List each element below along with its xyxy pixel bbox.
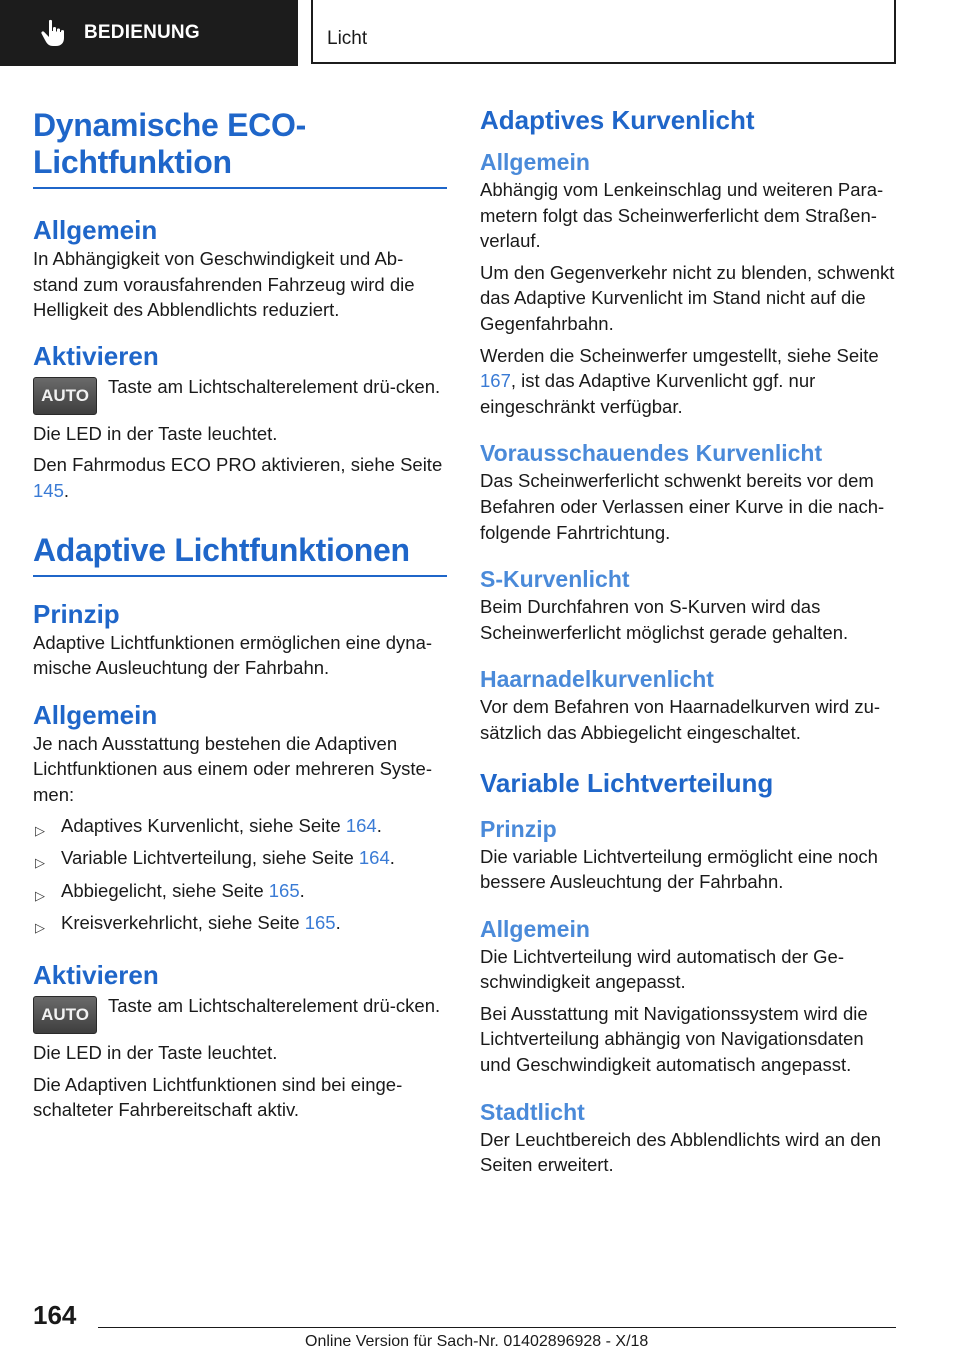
variable-allgemein-text: Die Lichtverteilung wird automatisch der Ge‐schwindigkeit angepasst. [480,945,844,993]
page-link-165[interactable]: 165 [304,912,336,934]
page-link-167[interactable]: 167 [480,370,511,392]
umgestellt-text: Werden die Scheinwerfer umgestellt, siehe Seite 167, ist das Adaptive Kurvenlicht ggf. nur eingeschränkt verfügbar. [480,344,879,417]
haarnadel-text: Vor dem Befahren von Haarnadelkurven wird zu‐sätzlich das Abbiegelicht eingeschaltet. [480,696,881,743]
auto-button-icon: AUTO [33,996,97,1034]
adaptive-title: Adaptive Lichtfunktionen [33,532,447,577]
page-link-165[interactable]: 165 [268,879,300,901]
navi-text: Bei Ausstattung mit Navigationssystem wird die Lichtverteilung abhängig von Navigationsdaten und Geschwindigkeit automatisch angepasst. [480,1002,868,1076]
prinzip-text: Adaptive Lichtfunktionen ermöglichen eine dyna‐mische Ausleuchtung der Fahrbahn. [33,631,433,679]
page-link-145[interactable]: 145 [33,479,64,501]
stadtlicht-heading: Stadtlicht [480,1098,585,1125]
list-item: ▷ Adaptives Kurvenlicht, siehe Seite 164. [33,813,447,839]
triangle-right-icon: ▷ [35,920,45,936]
kurven-allgemein-text: Abhängig vom Lenkeinschlag und weiteren Para‐metern folgt das Scheinwerferlicht dem Straßen‐verlauf. [480,179,884,252]
list-item: ▷ Abbiegelicht, siehe Seite 165. [33,878,447,904]
variable-title: Variable Lichtverteilung [480,767,774,798]
eco-allgemein-text: In Abhängigkeit von Geschwindigkeit und Ab‐stand zum vorausfahrenden Fahrzeug wird die Helligkeit des Abblendlichts reduziert. [33,248,415,321]
left-column [33,100,447,1123]
vorausschauend-heading: Vorausschauendes Kurvenlicht [480,440,823,467]
allgemein-heading: Allgemein [33,699,158,730]
eco-title [33,107,447,189]
led-text: Die LED in der Taste leuchtet. [33,1041,278,1063]
eco-allgemein-heading: Allgemein [33,215,158,245]
variable-prinzip-text: Die variable Lichtverteilung ermöglicht eine noch bessere Ausleuchtung der Fahrbahn. [480,845,878,893]
hand-pointer-icon [40,19,66,47]
online-version-text: Online Version für Sach-Nr. 01402896928 - X/18 [305,1333,649,1350]
systems-list [33,813,447,936]
auto-button-icon: AUTO [33,377,97,415]
allgemein-text: Je nach Ausstattung bestehen die Adaptiven Lichtfunktionen aus einem oder mehreren Syste‐men: [33,732,432,805]
haarnadel-heading: Haarnadelkurvenlicht [480,666,714,693]
page-number: 164 [33,1300,77,1330]
gegenverkehr-text: Um den Gegenverkehr nicht zu blenden, schwenkt das Adaptive Kurvenlicht im Stand nicht auf die Gegenfahrbahn. [480,261,895,334]
eco-led-text: Die LED in der Taste leuchtet. [33,422,278,444]
triangle-right-icon: ▷ [35,822,45,838]
eco-aktivieren-text: Taste am Lichtschalterelement drü‐cken. [108,375,441,397]
section-label: BEDIENUNG [84,22,200,43]
eco-fahrmodus-text: Den Fahrmodus ECO PRO aktivieren, siehe Seite 145. [33,454,443,501]
topic-tab [311,0,896,64]
prinzip-heading: Prinzip [33,598,120,629]
vorausschauend-text: Das Scheinwerferlicht schwenkt bereits vor dem Befahren oder Verlassen einer Kurve in die nach‐folgende Fahrtrichtung. [480,470,885,543]
s-kurvenlicht-text: Beim Durchfahren von S-Kurven wird das Scheinwerferlicht möglichst gerade gehalten. [480,596,849,643]
topic-label: Licht [327,28,368,49]
stadtlicht-text: Der Leuchtbereich des Abblendlichts wird an den Seiten erweitert. [480,1128,882,1176]
kurvenlicht-title: Adaptives Kurvenlicht [480,105,755,135]
footer-divider [98,1327,896,1328]
triangle-right-icon: ▷ [35,887,45,903]
page-header [0,0,960,66]
aktivieren-text: Taste am Lichtschalterelement drü‐cken. [108,994,441,1016]
eco-aktivieren-heading: Aktivieren [33,340,159,371]
s-kurvenlicht-heading: S-Kurvenlicht [480,566,630,593]
list-item: ▷ Variable Lichtverteilung, siehe Seite 164. [33,845,447,871]
variable-allgemein-heading: Allgemein [480,915,590,942]
triangle-right-icon: ▷ [35,855,45,871]
eco-auto-row [33,374,447,415]
aktiv-text: Die Adaptiven Lichtfunktionen sind bei einge‐schalteter Fahrbereitschaft aktiv. [33,1073,403,1121]
variable-prinzip-heading: Prinzip [480,815,557,842]
page-link-164[interactable]: 164 [345,814,377,836]
aktivieren-heading: Aktivieren [33,959,159,990]
kurven-allgemein-heading: Allgemein [480,149,590,175]
right-column [480,100,896,1178]
list-item: ▷ Kreisverkehrlicht, siehe Seite 165. [33,910,447,936]
section-tab [0,0,298,66]
eco-title-line1: Dynamische ECO- [33,107,306,143]
eco-title-line2: Lichtfunktion [33,144,232,180]
page-link-164[interactable]: 164 [358,847,390,869]
auto-row [33,993,447,1034]
eco-fahrmodus-label: Den Fahrmodus ECO PRO aktivieren, siehe Seite [33,454,443,476]
